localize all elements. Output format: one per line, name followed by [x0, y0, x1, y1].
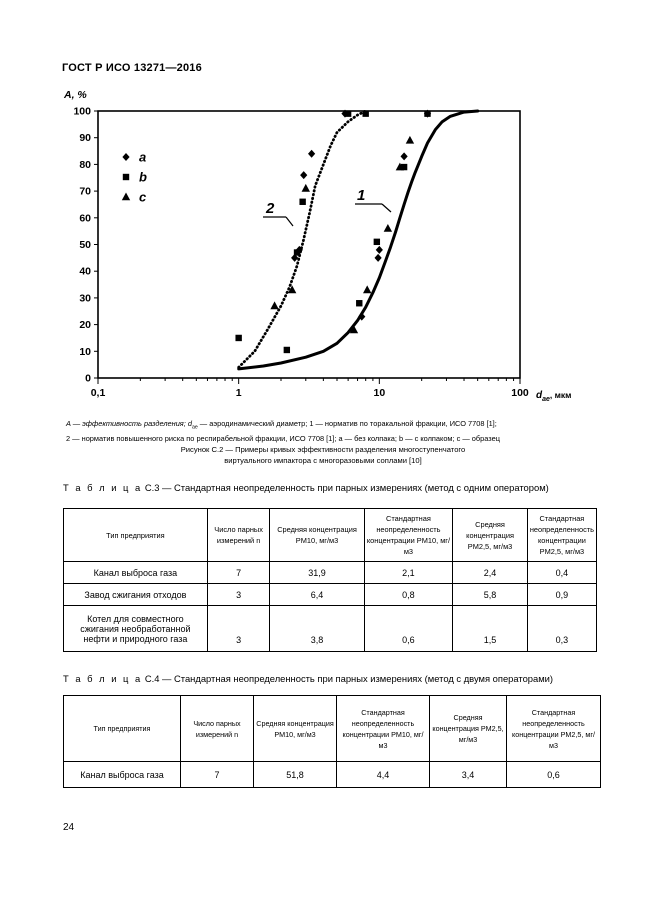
table-row — [64, 606, 597, 652]
point-a — [401, 152, 408, 160]
figure-legend-caption — [66, 418, 596, 445]
t4-r1-pm25: 3,4 — [430, 762, 507, 788]
caption-line-1: A — эффективность разделения; $d_{ae}$ — аэродинамический диаметр; 1 — норматив по торакальной фракции, ИСО 7708 [1]; — [66, 419, 497, 431]
legend-marker-a — [122, 153, 129, 161]
point-a — [376, 246, 383, 254]
table3-title: Т а б л и ц а С.3 — Стандартная неопределенность при парных измерениях (метод с одним оператором) — [63, 482, 549, 493]
t3-r2-pm25-unc: 0,9 — [527, 584, 596, 606]
point-b — [424, 110, 430, 116]
figure-title-line-2: виртуального импактора с многоразовыми соплами [10] — [224, 456, 422, 465]
table-row — [64, 584, 597, 606]
table4-title: Т а б л и ц а С.4 — Стандартная неопределенность при парных измерениях (метод с двумя операторами) — [63, 673, 554, 684]
point-b — [374, 239, 380, 245]
t3-h-type: Тип предприятия — [64, 509, 208, 562]
t3-r1-pm10: 31,9 — [270, 562, 364, 584]
x-tick-label: 10 — [373, 387, 386, 399]
figure-title-line-1: Рисунок С.2 — Примеры кривых эффективности разделения многоступенчатого — [180, 445, 466, 454]
y-tick-label: 30 — [79, 292, 91, 305]
t4-h-type: Тип предприятия — [64, 696, 181, 762]
t3-r3-pm10: 3,8 — [270, 606, 364, 652]
point-c — [302, 184, 310, 192]
point-b — [356, 300, 362, 306]
chart-points — [235, 110, 431, 353]
point-a — [308, 150, 315, 158]
y-tick-label: 40 — [79, 265, 91, 278]
legend-marker-b — [123, 174, 129, 180]
point-b — [363, 110, 369, 116]
t3-r3-type: Котел для совместного сжигания необработанной нефти и природного газа — [64, 606, 208, 652]
point-c — [270, 301, 278, 309]
t4-h-pm25-unc: Стандартная неопределенность концентрации PM2,5, мг/м3 — [507, 696, 601, 762]
t3-r3-pm25-unc: 0,3 — [527, 606, 596, 652]
t3-r3-pm10-unc: 0,6 — [364, 606, 453, 652]
y-tick-label: 90 — [79, 132, 91, 145]
point-b — [345, 110, 351, 116]
t4-r1-pm10: 51,8 — [254, 762, 337, 788]
legend-label-c: c — [139, 189, 147, 205]
point-b — [284, 347, 290, 353]
y-tick-label: 20 — [79, 319, 91, 332]
point-c — [406, 136, 414, 144]
t3-r1-pm25: 2,4 — [453, 562, 528, 584]
t3-r1-n: 7 — [207, 562, 270, 584]
t3-r3-pm25: 1,5 — [453, 606, 528, 652]
point-b — [299, 199, 305, 205]
x-axis-label-sub: ae — [542, 396, 550, 403]
t3-r2-pm10: 6,4 — [270, 584, 364, 606]
t3-h-pm10-unc: Стандартная неопределенность концентрации PM10, мг/м3 — [364, 509, 453, 562]
t4-r1-pm10-unc: 4,4 — [337, 762, 430, 788]
t4-r1-n: 7 — [181, 762, 254, 788]
caption-line-2: 2 — норматив повышенного риска по респирабельной фракции, ИСО 7708 [1]; a — без колпака; b — с колпаком; c — образец — [66, 434, 500, 444]
page-number: 24 — [63, 822, 75, 833]
curve-label-2: 2 — [266, 200, 275, 217]
point-a — [374, 254, 381, 262]
curve-label-1-leader — [382, 204, 391, 212]
table-row — [64, 562, 597, 584]
t3-h-n: Число парных измерений n — [207, 509, 270, 562]
y-tick-label: 70 — [79, 185, 91, 198]
plot-frame — [98, 111, 520, 378]
chart-curves — [239, 111, 478, 369]
x-tick-label: 0,1 — [90, 387, 106, 399]
point-b — [294, 249, 300, 255]
x-axis-label: $d_{ae}^{, мкм}$ — [536, 390, 572, 403]
y-tick-label: 0 — [85, 372, 91, 385]
x-tick-label: 100 — [511, 387, 529, 399]
y-tick-label: 50 — [79, 239, 91, 251]
point-a — [300, 171, 307, 179]
chart-labels — [122, 150, 391, 227]
y-axis-label: A, % — [64, 89, 87, 101]
y-tick-label: 10 — [79, 345, 91, 358]
table3-header-row — [64, 509, 597, 562]
x-axis-label-unit: , мкм — [549, 390, 572, 400]
figure-title — [0, 444, 646, 466]
y-tick-label: 60 — [79, 212, 91, 225]
t4-h-n: Число парных измерений n — [181, 696, 254, 762]
document-header: ГОСТ Р ИСО 13271—2016 — [62, 62, 202, 74]
table4 — [63, 695, 601, 788]
table3 — [63, 508, 597, 652]
efficiency-chart — [0, 0, 646, 420]
legend-label-b: b — [139, 169, 147, 185]
t4-h-pm10-unc: Стандартная неопределенность концентрации PM10, мг/м3 — [337, 696, 430, 762]
t4-h-pm25: Средняя концентрация PM2,5, мг/м3 — [430, 696, 507, 762]
point-c — [384, 224, 392, 232]
t3-r3-n: 3 — [207, 606, 270, 652]
point-c — [363, 285, 371, 293]
legend-label-a: a — [139, 149, 147, 165]
t3-r2-pm10-unc: 0,8 — [364, 584, 453, 606]
legend-marker-c — [122, 193, 130, 201]
curve-label-2-leader — [286, 217, 293, 226]
y-tick-label: 100 — [73, 105, 91, 118]
t4-r1-pm25-unc: 0,6 — [507, 762, 601, 788]
t3-r1-pm10-unc: 2,1 — [364, 562, 453, 584]
t4-r1-type: Канал выброса газа — [64, 762, 181, 788]
table4-header-row — [64, 696, 601, 762]
t3-r1-type: Канал выброса газа — [64, 562, 208, 584]
curve-label-1: 1 — [357, 187, 366, 204]
t4-h-pm10: Средняя концентрация PM10, мг/м3 — [254, 696, 337, 762]
curve-2 — [239, 111, 366, 367]
t3-r2-type: Завод сжигания отходов — [64, 584, 208, 606]
curve-1 — [239, 111, 478, 369]
t3-r1-pm25-unc: 0,4 — [527, 562, 596, 584]
t3-h-pm25-unc: Стандартная неопределенность концентрации PM2,5, мг/м3 — [527, 509, 596, 562]
point-b — [235, 335, 241, 341]
t3-r2-n: 3 — [207, 584, 270, 606]
t3-r2-pm25: 5,8 — [453, 584, 528, 606]
x-tick-label: 1 — [235, 387, 242, 399]
t3-h-pm10: Средняя концентрация PM10, мг/м3 — [270, 509, 364, 562]
table-row — [64, 762, 601, 788]
y-tick-label: 80 — [79, 158, 91, 171]
t3-h-pm25: Средняя концентрация PM2,5, мг/м3 — [453, 509, 528, 562]
chart-axes — [63, 89, 571, 403]
